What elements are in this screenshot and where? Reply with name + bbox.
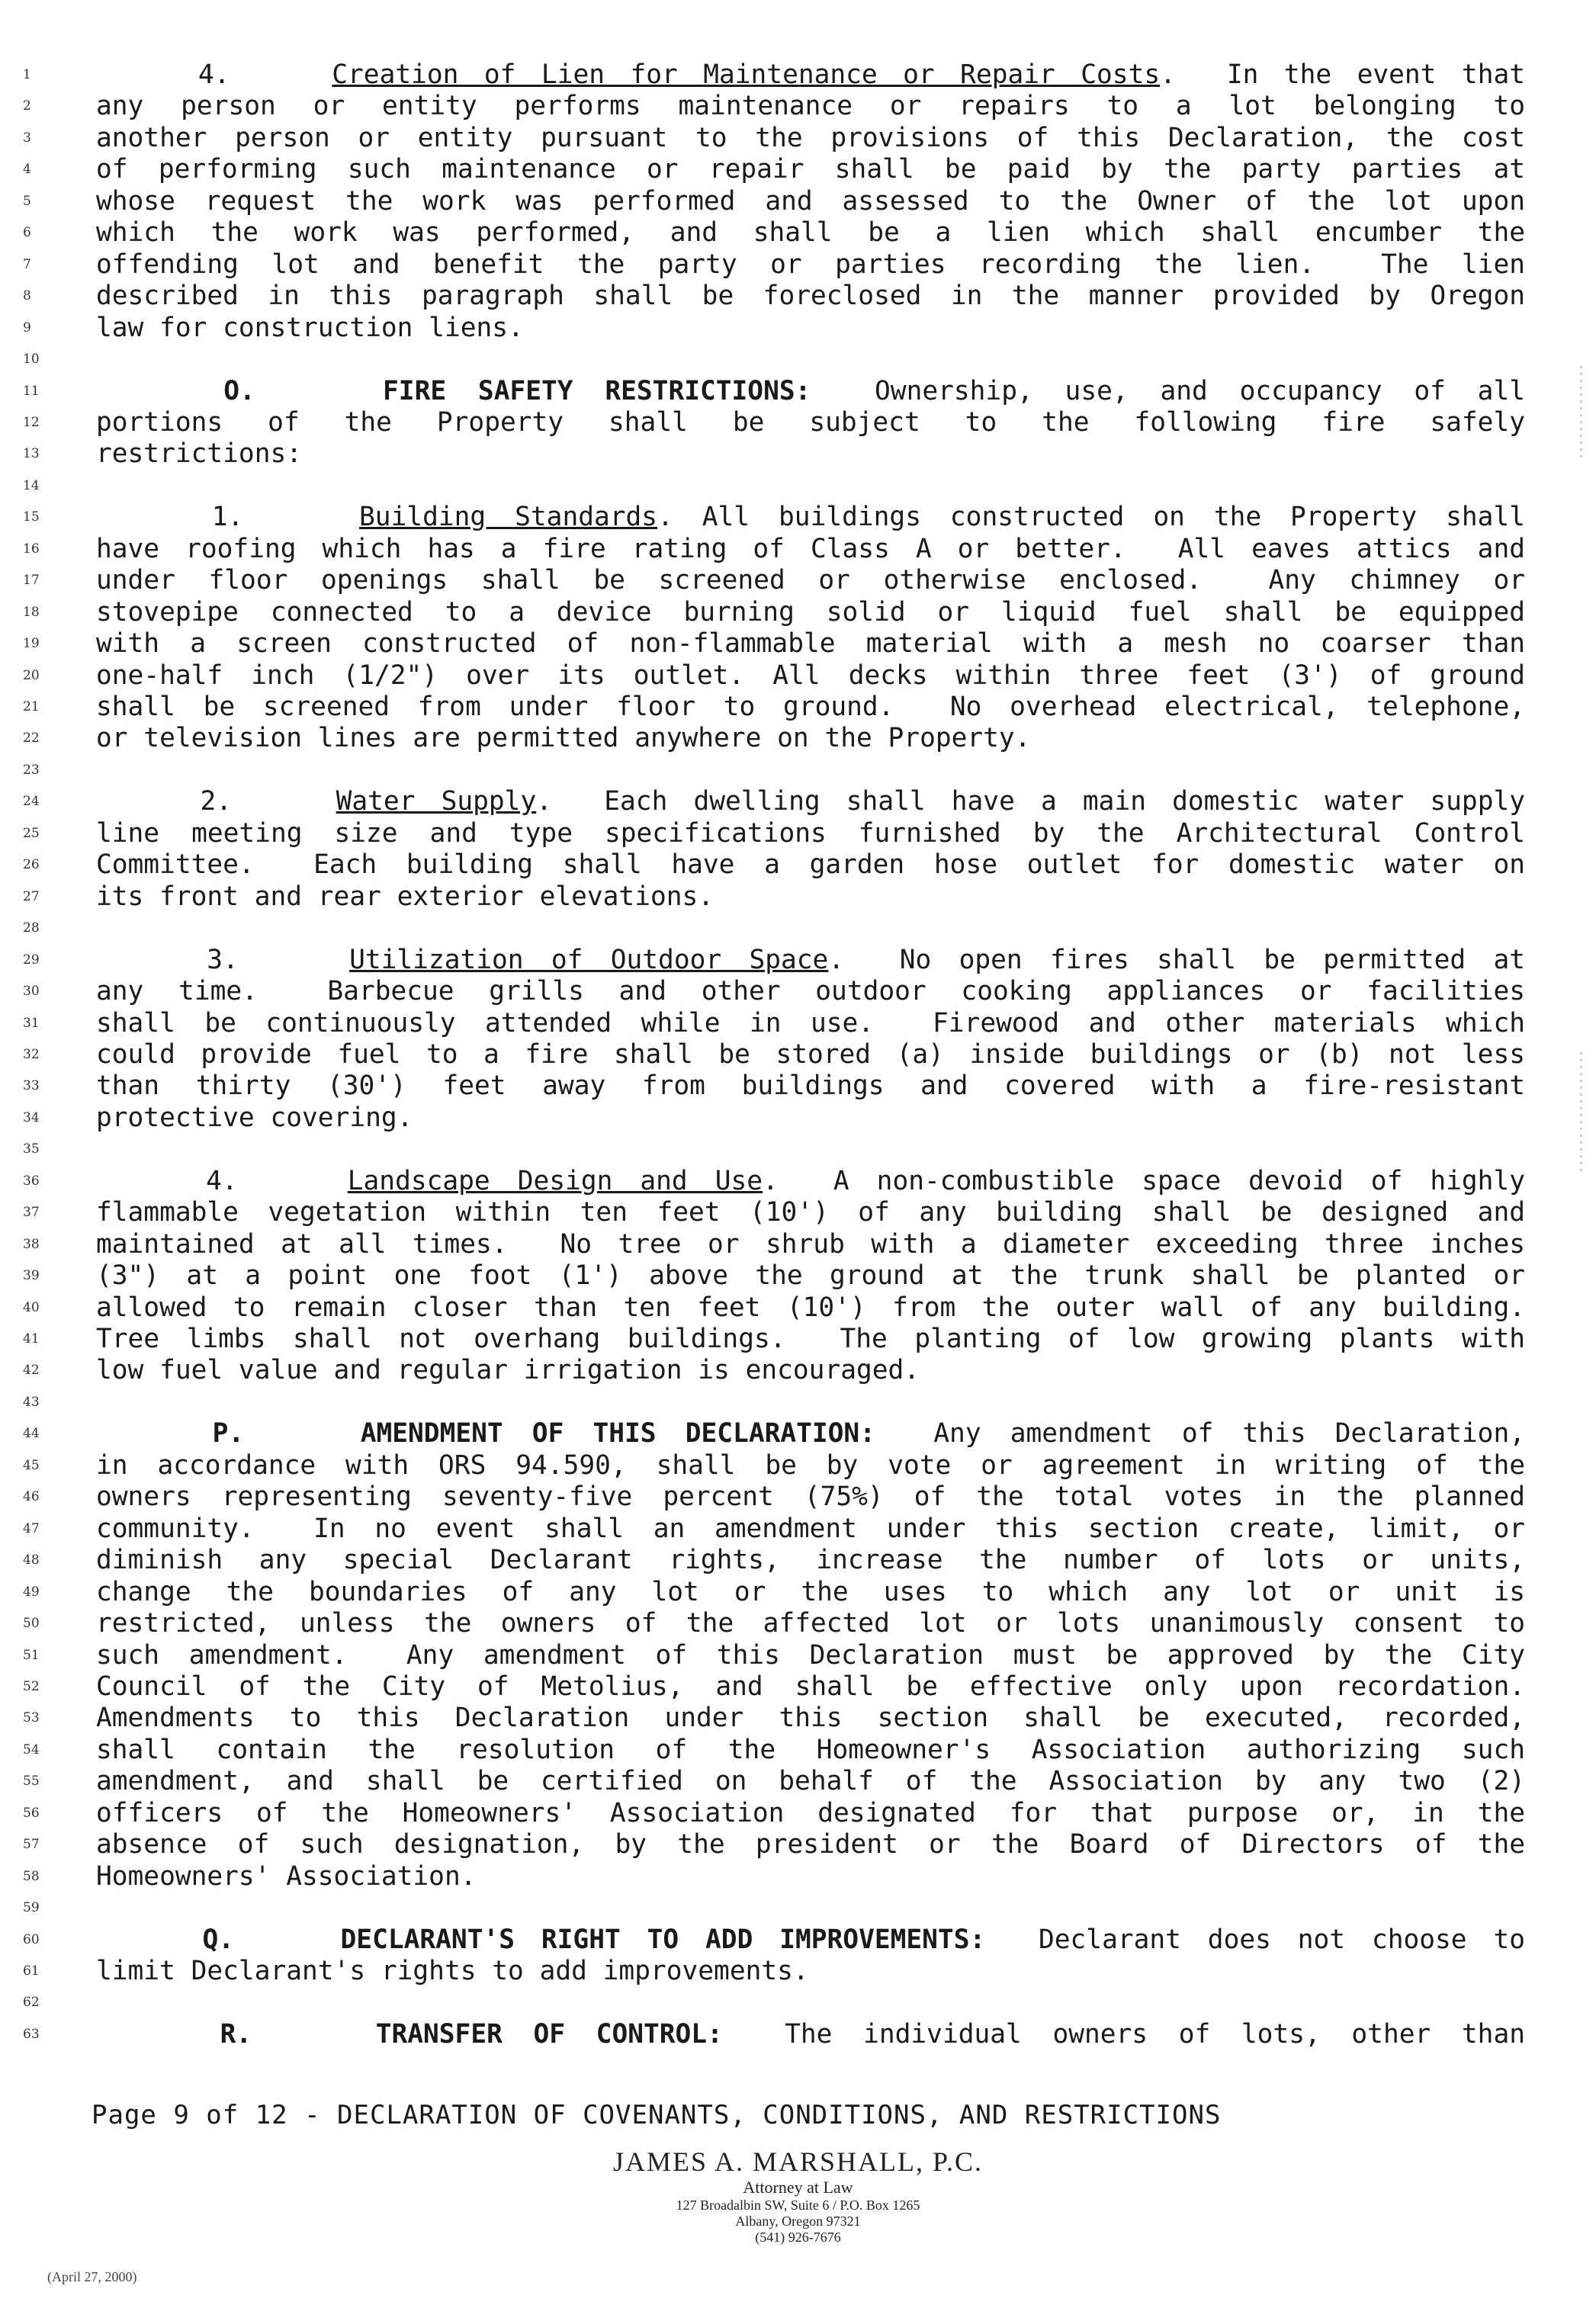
line-number: 30 bbox=[23, 984, 40, 1000]
line-number: 13 bbox=[23, 446, 40, 462]
line-text: 3. bbox=[96, 944, 350, 975]
line-number: 4 bbox=[23, 162, 31, 178]
line-number: 41 bbox=[23, 1331, 40, 1347]
letterhead-firm-name: JAMES A. MARSHALL, P.C. bbox=[612, 2146, 984, 2177]
line-number: 2 bbox=[23, 98, 31, 114]
document-line bbox=[96, 281, 1525, 312]
line-text: 1. bbox=[96, 502, 360, 533]
document-line bbox=[96, 1671, 1525, 1703]
line-number: 55 bbox=[23, 1774, 40, 1790]
document-line bbox=[96, 1956, 1525, 1987]
document-line bbox=[96, 1324, 1525, 1355]
line-number: 32 bbox=[23, 1046, 40, 1062]
document-line bbox=[96, 1703, 1525, 1734]
line-text: community. In no event shall an amendment under this section create, limit, or bbox=[96, 1513, 1525, 1544]
scan-edge-artifact bbox=[1580, 1052, 1582, 1174]
document-line bbox=[96, 123, 1525, 154]
document-line bbox=[96, 1514, 1525, 1545]
document-line bbox=[96, 1577, 1525, 1608]
line-text: Declarant does not choose to bbox=[985, 1924, 1525, 1955]
line-text: law for construction liens. bbox=[96, 312, 524, 343]
line-text bbox=[96, 376, 223, 406]
line-number: 54 bbox=[23, 1742, 40, 1758]
line-text: Ownership, use, and occupancy of all bbox=[811, 375, 1525, 406]
line-number: 51 bbox=[23, 1647, 40, 1663]
line-number: 60 bbox=[23, 1931, 40, 1947]
line-text: allowed to remain closer than ten feet (10') from the outer wall of any building. bbox=[96, 1292, 1525, 1323]
line-text: officers of the Homeowners' Association designated for that purpose or, in the bbox=[96, 1797, 1525, 1828]
line-text: protective covering. bbox=[96, 1102, 413, 1133]
line-number: 1 bbox=[23, 67, 31, 82]
line-number: 11 bbox=[23, 383, 40, 399]
document-line bbox=[96, 217, 1525, 249]
line-text: or television lines are permitted anywhere on the Property. bbox=[96, 723, 1031, 754]
document-line bbox=[96, 1197, 1525, 1228]
line-number: 31 bbox=[23, 1015, 40, 1031]
section-heading: Utilization of Outdoor Space bbox=[349, 944, 829, 975]
line-number: 26 bbox=[23, 857, 40, 873]
document-line bbox=[96, 1798, 1525, 1829]
line-text: absence of such designation, by the president or the Board of Directors of the bbox=[96, 1829, 1525, 1860]
letterhead-address-city: Albany, Oregon 97321 bbox=[735, 2214, 861, 2229]
line-number: 16 bbox=[23, 541, 40, 557]
document-line bbox=[96, 945, 1525, 976]
line-number: 6 bbox=[23, 225, 31, 241]
line-text: Committee. Each building shall have a garden hose outlet for domestic water on bbox=[96, 849, 1525, 881]
line-text: one-half inch (1/2") over its outlet. All decks within three feet (3') of ground bbox=[96, 660, 1525, 691]
line-text: Council of the City of Metolius, and shall be effective only upon recordation. bbox=[96, 1671, 1525, 1702]
line-text: . A non-combustible space devoid of highly bbox=[763, 1165, 1525, 1196]
line-text: restrictions: bbox=[96, 438, 303, 470]
document-line bbox=[96, 59, 1525, 91]
document-line bbox=[96, 1608, 1525, 1639]
line-text: Amendments to this Declaration under this section shall be executed, recorded, bbox=[96, 1703, 1525, 1734]
line-text: . All buildings constructed on the Property shall bbox=[657, 502, 1525, 533]
line-number: 58 bbox=[23, 1868, 40, 1884]
line-number: 46 bbox=[23, 1489, 40, 1505]
document-line bbox=[96, 1039, 1525, 1071]
line-text: such amendment. Any amendment of this Declaration must be approved by the City bbox=[96, 1639, 1525, 1671]
document-line bbox=[96, 1103, 1525, 1134]
line-number: 27 bbox=[23, 888, 40, 904]
section-heading: Creation of Lien for Maintenance or Repair Costs bbox=[332, 59, 1161, 90]
document-line bbox=[96, 660, 1525, 692]
line-text: stovepipe connected to a device burning solid or liquid fuel shall be equipped bbox=[96, 596, 1525, 628]
line-number: 10 bbox=[23, 352, 40, 368]
line-number: 9 bbox=[23, 319, 31, 335]
line-text: amendment, and shall be certified on behalf of the Association by any two (2) bbox=[96, 1766, 1525, 1797]
line-number: 12 bbox=[23, 414, 40, 430]
document-line bbox=[96, 376, 1525, 407]
line-text: in accordance with ORS 94.590, shall be by vote or agreement in writing of the bbox=[96, 1449, 1525, 1481]
line-text: portions of the Property shall be subject to the following fire safely bbox=[96, 406, 1525, 438]
line-text: of performing such maintenance or repair shall be paid by the party parties at bbox=[96, 154, 1525, 185]
document-line bbox=[96, 1735, 1525, 1766]
document-line bbox=[96, 534, 1525, 565]
line-text: shall be screened from under floor to ground. No overhead electrical, telephone, bbox=[96, 692, 1525, 722]
line-number: 5 bbox=[23, 193, 31, 209]
line-number: 43 bbox=[23, 1394, 40, 1410]
scan-edge-artifact bbox=[1580, 366, 1582, 457]
line-text: another person or entity pursuant to the provisions of this Declaration, the cost bbox=[96, 122, 1525, 153]
line-number: 35 bbox=[23, 1141, 40, 1157]
line-number: 8 bbox=[23, 288, 31, 304]
line-text: . No open fires shall be permitted at bbox=[828, 944, 1525, 975]
document-line bbox=[96, 438, 1525, 470]
line-text: low fuel value and regular irrigation is encouraged. bbox=[96, 1355, 920, 1386]
document-line bbox=[96, 186, 1525, 217]
line-text: The individual owners of lots, other than bbox=[722, 2018, 1525, 2050]
line-number: 42 bbox=[23, 1363, 40, 1379]
line-number: 21 bbox=[23, 699, 40, 714]
section-heading: Building Standards bbox=[359, 502, 658, 533]
line-text bbox=[96, 1925, 203, 1955]
document-line bbox=[96, 249, 1525, 281]
line-number: 48 bbox=[23, 1552, 40, 1568]
line-text: restricted, unless the owners of the affected lot or lots unanimously consent to bbox=[96, 1608, 1525, 1639]
line-text: any person or entity performs maintenance or repairs to a lot belonging to bbox=[96, 91, 1525, 122]
document-line bbox=[96, 565, 1525, 596]
line-text: line meeting size and type specifications furnished by the Architectural Control bbox=[96, 817, 1525, 849]
document-line bbox=[96, 1482, 1525, 1513]
document-line bbox=[96, 849, 1525, 881]
line-number: 50 bbox=[23, 1616, 40, 1632]
document-line bbox=[96, 1071, 1525, 1102]
document-line bbox=[96, 597, 1525, 628]
line-text: have roofing which has a fire rating of Class A or better. All eaves attics and bbox=[96, 533, 1525, 564]
line-text: its front and rear exterior elevations. bbox=[96, 881, 715, 912]
document-line bbox=[96, 154, 1525, 185]
document-line bbox=[96, 1640, 1525, 1671]
document-line bbox=[96, 91, 1525, 122]
document-line bbox=[96, 1260, 1525, 1292]
document-line bbox=[96, 2019, 1525, 2050]
document-line bbox=[96, 723, 1525, 754]
line-number: 19 bbox=[23, 636, 40, 652]
line-number: 22 bbox=[23, 730, 40, 746]
document-line bbox=[96, 1925, 1525, 1956]
line-text: diminish any special Declarant rights, increase the number of lots or units, bbox=[96, 1545, 1525, 1576]
line-number: 57 bbox=[23, 1837, 40, 1853]
line-text: described in this paragraph shall be foreclosed in the manner provided by Oregon bbox=[96, 281, 1525, 312]
line-text: under floor openings shall be screened or otherwise enclosed. Any chimney or bbox=[96, 565, 1525, 596]
line-number: 49 bbox=[23, 1584, 40, 1600]
line-text: whose request the work was performed and assessed to the Owner of the lot upon bbox=[96, 185, 1525, 217]
line-text: which the work was performed, and shall be a lien which shall encumber the bbox=[96, 217, 1525, 249]
line-number: 7 bbox=[23, 256, 31, 272]
section-title: R. TRANSFER OF CONTROL: bbox=[220, 2018, 723, 2050]
line-number: 15 bbox=[23, 509, 40, 525]
document-line bbox=[96, 1229, 1525, 1260]
line-text: shall contain the resolution of the Homeowner's Association authorizing such bbox=[96, 1734, 1525, 1765]
document-line bbox=[96, 1861, 1525, 1892]
line-number: 63 bbox=[23, 2026, 40, 2042]
document-line bbox=[96, 407, 1525, 438]
line-text: shall be continuously attended while in use. Firewood and other materials which bbox=[96, 1007, 1525, 1039]
line-number: 44 bbox=[23, 1426, 40, 1442]
line-text: 2. bbox=[96, 786, 336, 817]
section-heading: Water Supply bbox=[336, 786, 537, 817]
document-line bbox=[96, 1008, 1525, 1039]
line-number: 28 bbox=[23, 920, 40, 936]
document-line bbox=[96, 502, 1525, 533]
line-number: 45 bbox=[23, 1457, 40, 1473]
line-number: 40 bbox=[23, 1299, 40, 1315]
document-line bbox=[96, 1418, 1525, 1449]
line-number: 47 bbox=[23, 1520, 40, 1536]
line-text: offending lot and benefit the party or parties recording the lien. The lien bbox=[96, 249, 1525, 280]
page-footer: Page 9 of 12 - DECLARATION OF COVENANTS, CONDITIONS, AND RESTRICTIONS bbox=[92, 2100, 1222, 2130]
section-title: P. AMENDMENT OF THIS DECLARATION: bbox=[212, 1418, 875, 1449]
document-line bbox=[96, 1166, 1525, 1197]
letterhead-phone: (541) 926-7676 bbox=[755, 2230, 841, 2245]
line-text: Tree limbs shall not overhang buildings. The planting of low growing plants with bbox=[96, 1324, 1525, 1354]
line-text: any time. Barbecue grills and other outdoor cooking appliances or facilities bbox=[96, 976, 1525, 1007]
document-line bbox=[96, 628, 1525, 660]
document-line bbox=[96, 1292, 1525, 1324]
line-text: could provide fuel to a fire shall be stored (a) inside buildings or (b) not less bbox=[96, 1039, 1525, 1070]
line-text: maintained at all times. No tree or shrub with a diameter exceeding three inches bbox=[96, 1228, 1525, 1260]
line-text: Any amendment of this Declaration, bbox=[875, 1418, 1525, 1449]
line-number: 18 bbox=[23, 604, 40, 620]
document-line bbox=[96, 1355, 1525, 1386]
document-line bbox=[96, 313, 1525, 344]
line-number: 53 bbox=[23, 1710, 40, 1726]
line-number: 61 bbox=[23, 1963, 40, 1979]
document-line bbox=[96, 692, 1525, 723]
document-line bbox=[96, 881, 1525, 913]
line-text: owners representing seventy-five percent (75%) of the total votes in the planned bbox=[96, 1482, 1525, 1513]
section-title: Q. DECLARANT'S RIGHT TO ADD IMPROVEMENTS: bbox=[202, 1924, 986, 1955]
line-number: 36 bbox=[23, 1173, 40, 1189]
line-text: limit Declarant's rights to add improvements. bbox=[96, 1956, 809, 1986]
line-number: 24 bbox=[23, 794, 40, 810]
line-number: 33 bbox=[23, 1078, 40, 1094]
line-number: 52 bbox=[23, 1678, 40, 1694]
line-text: 4. bbox=[96, 59, 332, 90]
line-number: 25 bbox=[23, 825, 40, 841]
line-text bbox=[96, 2019, 220, 2050]
line-number: 17 bbox=[23, 573, 40, 589]
letterhead-title: Attorney at Law bbox=[743, 2178, 853, 2197]
line-text: (3") at a point one foot (1') above the ground at the trunk shall be planted or bbox=[96, 1260, 1525, 1292]
line-number: 56 bbox=[23, 1805, 40, 1821]
document-line bbox=[96, 786, 1525, 817]
line-text: Homeowners' Association. bbox=[96, 1860, 477, 1892]
line-text: with a screen constructed of non-flammable material with a mesh no coarser than bbox=[96, 628, 1525, 660]
line-text: than thirty (30') feet away from buildings and covered with a fire-resistant bbox=[96, 1071, 1525, 1102]
section-heading: Landscape Design and Use bbox=[347, 1165, 763, 1196]
line-text: . Each dwelling shall have a main domestic water supply bbox=[536, 786, 1526, 817]
line-number: 3 bbox=[23, 130, 31, 146]
revision-date: (April 27, 2000) bbox=[47, 2269, 137, 2284]
line-text: . In the event that bbox=[1160, 59, 1526, 90]
document-line bbox=[96, 976, 1525, 1007]
document-line bbox=[96, 1829, 1525, 1860]
line-number: 59 bbox=[23, 1900, 40, 1916]
document-line bbox=[96, 1545, 1525, 1576]
document-line bbox=[96, 1766, 1525, 1797]
document-line bbox=[96, 1450, 1525, 1482]
line-number: 39 bbox=[23, 1268, 40, 1284]
line-text: 4. bbox=[96, 1165, 348, 1196]
line-number: 62 bbox=[23, 1995, 40, 2011]
line-number: 23 bbox=[23, 762, 40, 778]
letterhead-address-street: 127 Broadalbin SW, Suite 6 / P.O. Box 1265 bbox=[676, 2197, 920, 2213]
line-number: 14 bbox=[23, 477, 40, 493]
line-number: 20 bbox=[23, 667, 40, 683]
line-number: 29 bbox=[23, 952, 40, 968]
line-text: change the boundaries of any lot or the uses to which any lot or unit is bbox=[96, 1576, 1525, 1607]
line-number: 38 bbox=[23, 1236, 40, 1252]
document-line bbox=[96, 818, 1525, 849]
line-text: flammable vegetation within ten feet (10') of any building shall be designed and bbox=[96, 1197, 1525, 1228]
section-title: O. FIRE SAFETY RESTRICTIONS: bbox=[223, 375, 811, 406]
line-number: 37 bbox=[23, 1205, 40, 1221]
line-number: 34 bbox=[23, 1109, 40, 1125]
line-text bbox=[96, 1418, 213, 1449]
